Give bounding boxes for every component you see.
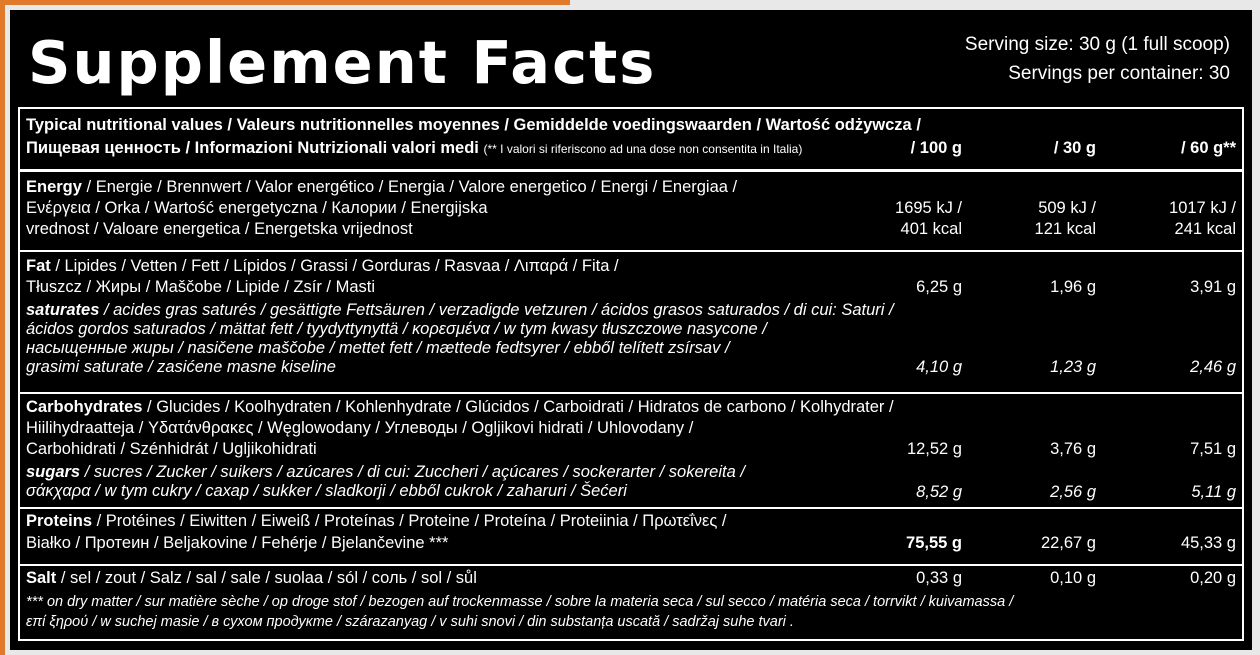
energy-line-1 xyxy=(26,177,737,198)
carbs-100g: 12,52 g xyxy=(906,440,962,458)
servings-per-container: Servings per container: 30 xyxy=(1008,63,1230,84)
energy-kj-100g: 1695 kJ / xyxy=(895,199,962,217)
saturates-line-2: ácidos gordos saturados / mättat fett / tyydyttynyttä / κορεσμένα / w tym kwasy tłuszczowe nasycone / xyxy=(26,320,767,338)
energy-kj-30g: 509 kJ / xyxy=(1038,199,1096,217)
salt-line-1 xyxy=(26,568,477,589)
header-note: (** I valori si riferiscono ad una dose non consentita in Italia) xyxy=(483,142,803,156)
energy-line-2: Ενέργεια / Orka / Wartość energetyczna / Калории / Energijska xyxy=(26,199,488,217)
serving-size: Serving size: 30 g (1 full scoop) xyxy=(964,34,1230,55)
energy-kj-60g: 1017 kJ / xyxy=(1169,199,1236,217)
energy-kcal-100g: 401 kcal xyxy=(900,220,962,238)
carbs-translations-1: / Glucides / Koolhydraten / Kohlenhydrate / Glúcidos / Carboidrati / Hidratos de carbono / Kolhydrater / xyxy=(142,398,894,416)
energy-name: Energy xyxy=(26,178,82,196)
fat-line-1 xyxy=(26,256,619,277)
saturates-name: saturates xyxy=(26,301,100,319)
header-line-1: Typical nutritional values / Valeurs nutritionnelles moyennes / Gemiddelde voedingswaarden / Wartość odżywcza / xyxy=(26,116,921,134)
salt-100g: 0,33 g xyxy=(916,569,962,587)
saturates-translations-1: / acides gras saturés / gesättigte Fettsäuren / verzadigde vetzuren / ácidos grasos saturados / di cui: Saturi / xyxy=(99,301,894,319)
header-line-2-text: Пищевая ценность / Informazioni Nutrizionali valori medi xyxy=(26,139,479,157)
fat-line-2: Tłuszcz / Жиры / Maščobe / Lipide / Zsír / Masti xyxy=(26,278,375,296)
carbs-line-3: Carbohidrati / Szénhidrát / Ugljikohidrati xyxy=(26,440,317,458)
energy-kcal-60g: 241 kcal xyxy=(1174,220,1236,238)
divider xyxy=(20,169,1242,172)
proteins-100g: 75,55 g xyxy=(906,534,962,552)
carbs-line-1 xyxy=(26,397,894,418)
carbs-name: Carbohydrates xyxy=(26,398,143,416)
proteins-name: Proteins xyxy=(26,512,93,530)
fat-60g: 3,91 g xyxy=(1190,278,1236,296)
sugars-translations-1: / sucres / Zucker / suikers / azúcares / di cui: Zuccheri / açúcares / sockerarter / sokereita / xyxy=(80,463,745,481)
energy-row xyxy=(26,175,1236,250)
proteins-30g: 22,67 g xyxy=(1040,534,1096,552)
sugars-30g: 2,56 g xyxy=(1050,483,1096,501)
divider xyxy=(20,250,1242,252)
serving-info xyxy=(965,30,1230,88)
header-col-30g: / 30 g xyxy=(1053,139,1096,157)
proteins-line-2: Białko / Протеин / Beljakovine / Fehérje / Bjelančevine *** xyxy=(26,534,449,552)
sugars-name: sugars xyxy=(26,463,81,481)
fat-translations-1: / Lipides / Vetten / Fett / Lípidos / Grassi / Gorduras / Rasvaa / Λιπαρά / Fita / xyxy=(50,257,619,275)
energy-kcal-30g: 121 kcal xyxy=(1034,220,1096,238)
saturates-line-3: насыщенные жиры / nasičene maščobe / mettet fett / mættede fedtsyrer / ebből telített zsírsav / xyxy=(26,339,730,357)
saturates-100g: 4,10 g xyxy=(916,358,962,376)
sugars-100g: 8,52 g xyxy=(916,483,962,501)
panel-title: Supplement Facts xyxy=(28,28,657,97)
proteins-translations-1: / Protéines / Eiwitten / Eiweiß / Proteínas / Proteine / Proteína / Proteiinia / Πρωτεΐνες / xyxy=(92,512,727,530)
saturates-line-1 xyxy=(26,301,894,320)
saturates-30g: 1,23 g xyxy=(1050,358,1096,376)
salt-translations: / sel / zout / Salz / sal / sale / suolaa / sól / соль / sol / sůl xyxy=(56,569,477,587)
fat-name: Fat xyxy=(26,257,51,275)
fat-30g: 1,96 g xyxy=(1050,278,1096,296)
proteins-line-1 xyxy=(26,511,727,532)
divider xyxy=(20,392,1242,394)
saturates-line-4: grasimi saturate / zasićene masne kiseline xyxy=(26,358,336,376)
carbohydrates-row xyxy=(26,397,1236,507)
header-col-100g: / 100 g xyxy=(910,139,962,157)
sugars-line-2: σάκχαρα / w tym cukry / сахар / sukker / sladkorji / ebből cukrok / zaharuri / Šećeri xyxy=(26,482,627,500)
carbs-30g: 3,76 g xyxy=(1050,440,1096,458)
fat-row xyxy=(26,254,1236,392)
footnote-line-1: *** on dry matter / sur matière sèche / op droge stof / bezogen auf trockenmasse / sobre la materia seca / sul secco / matéria seca / torrvikt / kuivamassa / xyxy=(26,594,1014,610)
proteins-row xyxy=(26,511,1236,561)
salt-name: Salt xyxy=(26,569,57,587)
divider xyxy=(20,564,1242,566)
table-header xyxy=(26,113,1236,169)
proteins-60g: 45,33 g xyxy=(1180,534,1236,552)
sugars-60g: 5,11 g xyxy=(1191,483,1236,501)
divider xyxy=(20,507,1242,509)
energy-line-3: vrednost / Valoare energetica / Energetska vrijednost xyxy=(26,220,413,238)
nutrition-table xyxy=(18,107,1244,641)
salt-row xyxy=(26,568,1236,638)
salt-30g: 0,10 g xyxy=(1050,569,1096,587)
accent-bar-top xyxy=(0,0,570,5)
header-line-2 xyxy=(26,138,802,160)
footnote-line-2: επί ξηρού / w suchej masie / в сухом продукте / szárazanyag / v suhi snovi / din substanța uscată / sadržaj suhe tvari . xyxy=(26,614,794,630)
accent-bar-left xyxy=(0,0,5,655)
supplement-facts-panel xyxy=(10,10,1252,650)
energy-translations-1: / Energie / Brennwert / Valor energético / Energia / Valore energetico / Energi / Energiaa / xyxy=(81,178,738,196)
saturates-60g: 2,46 g xyxy=(1190,358,1236,376)
header-col-60g: / 60 g** xyxy=(1180,139,1236,157)
salt-60g: 0,20 g xyxy=(1190,569,1236,587)
sugars-line-1 xyxy=(26,463,745,482)
carbs-line-2: Hiilihydraatteja / Υδατάνθρακες / Węglowodany / Углеводы / Ogljikovi hidrati / Uhlovodany / xyxy=(26,419,694,437)
carbs-60g: 7,51 g xyxy=(1190,440,1236,458)
fat-100g: 6,25 g xyxy=(916,278,962,296)
